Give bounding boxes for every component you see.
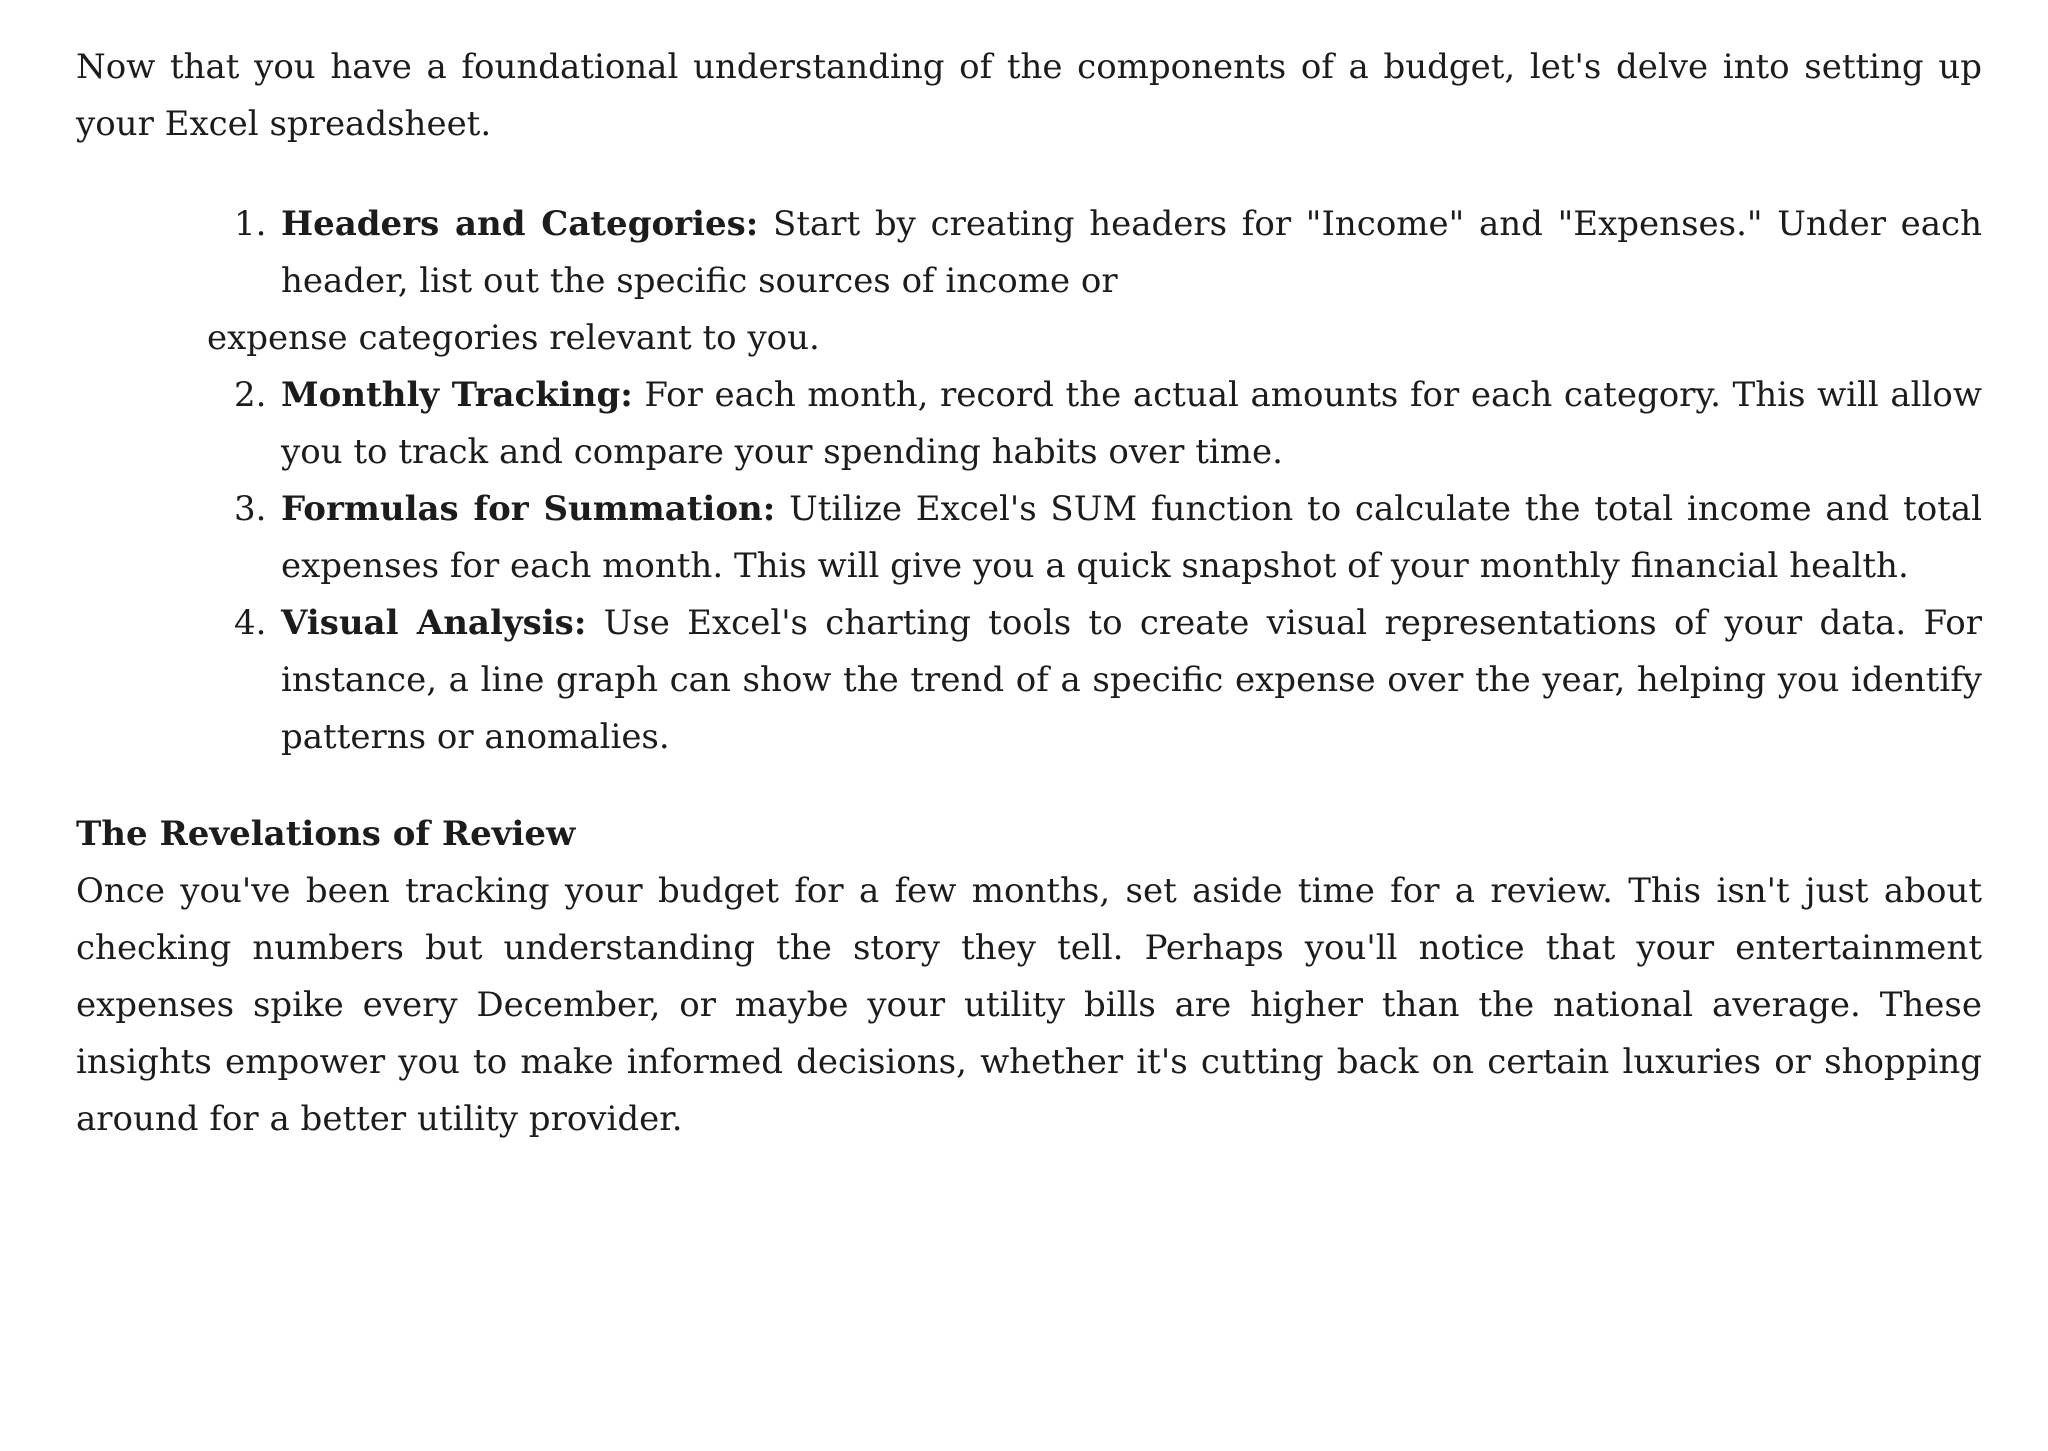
steps-list (76, 196, 1982, 766)
list-item (76, 367, 1982, 481)
list-item-number: 4. (234, 603, 267, 643)
section-title: The Revelations of Review (76, 814, 576, 854)
list-item-lead: Monthly Tracking: (281, 375, 633, 415)
list-item-text: Utilize Excel's SUM function to calculate the total income and total expenses for each month. This will give you a quick snapshot of your monthly financial health. (281, 489, 1982, 586)
list-item (76, 196, 1982, 310)
list-item-text: Use Excel's charting tools to create visual representations of your data. For instance, a line graph can show the trend of a specific expense over the year, helping you identify patterns or anomalies. (281, 603, 1982, 757)
review-paragraph: Once you've been tracking your budget for a few months, set aside time for a review. This isn't just about checking numbers but understanding the story they tell. Perhaps you'll notice that your entertainment expenses spike every December, or maybe your utility bills are higher than the national average. These insights empower you to make informed decisions, whether it's cutting back on certain luxuries or shopping around for a better utility provider. (76, 871, 1982, 1139)
list-item (76, 595, 1982, 766)
list-item-lead: Formulas for Summation: (281, 489, 776, 529)
intro-paragraph: Now that you have a foundational understanding of the components of a budget, let's delve into setting up your Excel spreadsheet. (76, 47, 1982, 144)
list-item-text: For each month, record the actual amounts for each category. This will allow you to track and compare your spending habits over time. (281, 375, 1982, 472)
list-item-lead: Visual Analysis: (281, 603, 587, 643)
list-item-number: 2. (234, 375, 267, 415)
list-item-number: 1. (234, 204, 267, 244)
list-item-number: 3. (234, 489, 267, 529)
list-item (76, 481, 1982, 595)
list-item-continuation: expense categories relevant to you. (207, 318, 820, 358)
list-item-text: Start by creating headers for "Income" and "Expenses." Under each header, list out the specific sources of income or (281, 204, 1982, 301)
list-item-lead: Headers and Categories: (281, 204, 759, 244)
